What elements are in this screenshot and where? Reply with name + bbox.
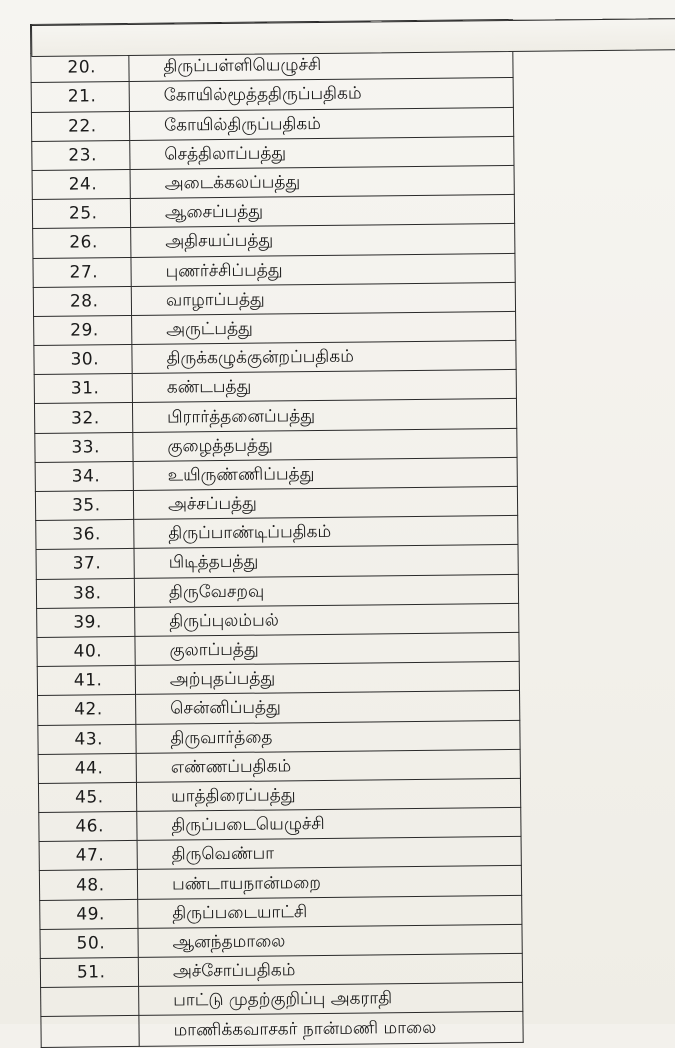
- entry-number: [41, 1016, 139, 1048]
- entry-number: 26.: [33, 228, 131, 258]
- entry-number: 49.: [40, 899, 138, 929]
- entry-number: 30.: [34, 345, 132, 375]
- entry-title: சென்னிப்பத்து: [136, 691, 520, 724]
- entry-number: 21.: [31, 82, 129, 112]
- entry-number: 46.: [39, 811, 137, 841]
- entry-title: ஆனந்தமாலை: [138, 924, 522, 957]
- table-row: [41, 1010, 673, 1048]
- entry-title: ஆசைப்பத்து: [130, 195, 514, 228]
- entry-number: 32.: [34, 403, 132, 433]
- entry-number: 47.: [39, 841, 137, 871]
- entry-number: 28.: [33, 286, 131, 316]
- entry-title: திருக்கழுக்குன்றப்பதிகம்: [132, 340, 516, 373]
- entry-title: திருப்பள்ளியெழுச்சி: [129, 49, 513, 82]
- entry-number: 40.: [37, 636, 135, 666]
- entry-number: [41, 987, 139, 1017]
- entry-title: பிடித்தபத்து: [134, 545, 518, 578]
- entry-title: பிரார்த்தனைப்பத்து: [132, 399, 516, 432]
- entry-title: புணர்ச்சிப்பத்து: [131, 253, 515, 286]
- entry-number: 24.: [32, 169, 130, 199]
- entry-title: மாணிக்கவாசகர் நான்மணி மாலை: [139, 1012, 523, 1047]
- entry-number: 42.: [38, 695, 136, 725]
- entry-title: திருவார்த்தை: [136, 720, 520, 753]
- entry-page-number: [31, 17, 675, 57]
- entry-title: எண்ணப்பதிகம்: [136, 749, 520, 782]
- entry-number: 50.: [40, 928, 138, 958]
- entry-number: 23.: [32, 140, 130, 170]
- entry-title: உயிருண்ணிப்பத்து: [133, 457, 517, 490]
- entry-title: பாட்டு முதற்குறிப்பு அகராதி: [139, 983, 523, 1016]
- entry-title: அச்சோப்பதிகம்: [138, 953, 522, 986]
- entry-title: அச்சப்பத்து: [133, 486, 517, 519]
- entry-title: வாழாப்பத்து: [131, 282, 515, 315]
- entry-title: பண்டாயநான்மறை: [137, 866, 521, 899]
- entry-title: திருவேசறவு: [134, 574, 518, 607]
- entry-title: அடைக்கலப்பத்து: [130, 165, 514, 198]
- entry-number: 31.: [34, 374, 132, 404]
- entry-number: 34.: [35, 461, 133, 491]
- entry-title: குலாப்பத்து: [135, 632, 519, 665]
- entry-title: திருவெண்பா: [137, 837, 521, 870]
- entry-number: 33.: [35, 432, 133, 462]
- entry-number: 39.: [37, 607, 135, 637]
- entry-title: திருப்பாண்டிப்பதிகம்: [134, 516, 518, 549]
- toc-body: [31, 18, 674, 1048]
- entry-title: அற்புதப்பத்து: [135, 662, 519, 695]
- entry-title: அதிசயப்பத்து: [131, 224, 515, 257]
- entry-number: 44.: [38, 753, 136, 783]
- entry-title: கண்டபத்து: [132, 370, 516, 403]
- entry-title: திருப்படையாட்சி: [138, 895, 522, 928]
- entry-title: செத்திலாப்பத்து: [130, 136, 514, 169]
- entry-title: கோயில்திருப்பதிகம்: [129, 107, 513, 140]
- entry-number: 38.: [36, 578, 134, 608]
- entry-number: 43.: [38, 724, 136, 754]
- entry-number: 37.: [36, 549, 134, 579]
- entry-number: 20.: [31, 53, 129, 83]
- entry-number: 22.: [31, 111, 129, 141]
- entry-number: 41.: [37, 666, 135, 696]
- entry-title: திருப்புலம்பல்: [135, 603, 519, 636]
- entry-title: கோயில்மூத்ததிருப்பதிகம்: [129, 78, 513, 111]
- entry-number: 51.: [40, 957, 138, 987]
- entry-number: 48.: [39, 870, 137, 900]
- entry-number: 45.: [38, 782, 136, 812]
- entry-title: யாத்திரைப்பத்து: [136, 778, 520, 811]
- entry-number: 25.: [32, 199, 130, 229]
- entry-title: திருப்படையெழுச்சி: [137, 807, 521, 840]
- entry-number: 35.: [35, 490, 133, 520]
- entry-title: குழைத்தபத்து: [133, 428, 517, 461]
- entry-title: அருட்பத்து: [132, 311, 516, 344]
- table-of-contents: [30, 17, 674, 1048]
- entry-number: 29.: [34, 315, 132, 345]
- entry-number: 36.: [36, 520, 134, 550]
- entry-number: 27.: [33, 257, 131, 287]
